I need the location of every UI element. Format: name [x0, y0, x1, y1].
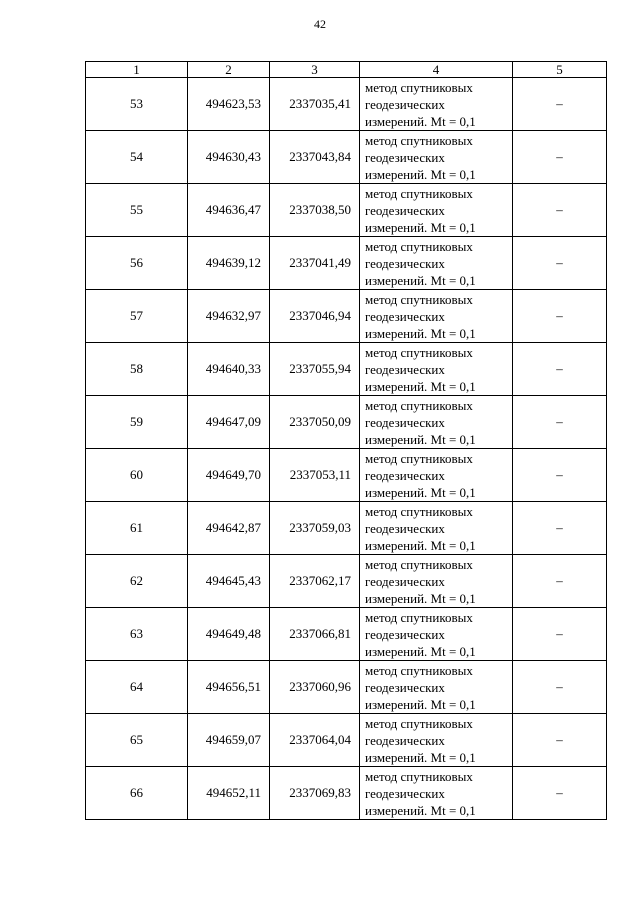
method-line: измерений. Mt = 0,1 [365, 166, 476, 182]
y-coordinate-cell: 2337069,83 [270, 767, 360, 820]
method-line: измерений. Mt = 0,1 [365, 378, 476, 394]
note-cell: – [513, 502, 607, 555]
x-coordinate-cell: 494649,48 [188, 608, 270, 661]
point-number-cell: 63 [86, 608, 188, 661]
table-row [86, 78, 607, 131]
x-coordinate-cell: 494636,47 [188, 184, 270, 237]
method-line: геодезических [365, 520, 445, 536]
y-coordinate-cell: 2337041,49 [270, 237, 360, 290]
method-line: геодезических [365, 308, 445, 324]
method-line: геодезических [365, 96, 445, 112]
table-row [86, 714, 607, 767]
method-line: измерений. Mt = 0,1 [365, 325, 476, 341]
column-header-2: 2 [188, 62, 270, 78]
point-number-cell: 59 [86, 396, 188, 449]
y-coordinate-cell: 2337059,03 [270, 502, 360, 555]
column-header-1: 1 [86, 62, 188, 78]
method-line: метод спутниковых [365, 79, 473, 95]
x-coordinate-cell: 494630,43 [188, 131, 270, 184]
x-coordinate-cell: 494652,11 [188, 767, 270, 820]
table-row [86, 449, 607, 502]
note-cell: – [513, 714, 607, 767]
x-coordinate-cell: 494639,12 [188, 237, 270, 290]
table-row [86, 608, 607, 661]
note-cell: – [513, 343, 607, 396]
method-line: геодезических [365, 626, 445, 642]
method-cell [360, 290, 513, 343]
x-coordinate-cell: 494632,97 [188, 290, 270, 343]
y-coordinate-cell: 2337060,96 [270, 661, 360, 714]
point-number-cell: 64 [86, 661, 188, 714]
note-cell: – [513, 661, 607, 714]
method-line: измерений. Mt = 0,1 [365, 219, 476, 235]
method-cell [360, 78, 513, 131]
method-line: геодезических [365, 467, 445, 483]
y-coordinate-cell: 2337035,41 [270, 78, 360, 131]
column-header-4: 4 [360, 62, 513, 78]
point-number-cell: 60 [86, 449, 188, 502]
method-line: метод спутниковых [365, 715, 473, 731]
method-cell [360, 237, 513, 290]
method-line: геодезических [365, 414, 445, 430]
method-line: геодезических [365, 785, 445, 801]
point-number-cell: 56 [86, 237, 188, 290]
method-line: метод спутниковых [365, 503, 473, 519]
method-line: метод спутниковых [365, 291, 473, 307]
table-row [86, 343, 607, 396]
note-cell: – [513, 396, 607, 449]
method-line: геодезических [365, 573, 445, 589]
x-coordinate-cell: 494642,87 [188, 502, 270, 555]
page-number: 42 [314, 17, 326, 31]
point-number-cell: 55 [86, 184, 188, 237]
table-row [86, 555, 607, 608]
method-line: метод спутниковых [365, 397, 473, 413]
y-coordinate-cell: 2337053,11 [270, 449, 360, 502]
method-line: геодезических [365, 149, 445, 165]
y-coordinate-cell: 2337055,94 [270, 343, 360, 396]
method-line: измерений. Mt = 0,1 [365, 484, 476, 500]
method-line: метод спутниковых [365, 450, 473, 466]
method-line: геодезических [365, 202, 445, 218]
y-coordinate-cell: 2337062,17 [270, 555, 360, 608]
table-row [86, 767, 607, 820]
note-cell: – [513, 767, 607, 820]
method-cell [360, 396, 513, 449]
y-coordinate-cell: 2337066,81 [270, 608, 360, 661]
x-coordinate-cell: 494659,07 [188, 714, 270, 767]
method-line: геодезических [365, 732, 445, 748]
x-coordinate-cell: 494645,43 [188, 555, 270, 608]
method-cell [360, 661, 513, 714]
note-cell: – [513, 555, 607, 608]
method-line: метод спутниковых [365, 132, 473, 148]
y-coordinate-cell: 2337038,50 [270, 184, 360, 237]
x-coordinate-cell: 494656,51 [188, 661, 270, 714]
method-line: метод спутниковых [365, 768, 473, 784]
method-line: измерений. Mt = 0,1 [365, 431, 476, 447]
y-coordinate-cell: 2337043,84 [270, 131, 360, 184]
method-line: измерений. Mt = 0,1 [365, 272, 476, 288]
method-line: метод спутниковых [365, 238, 473, 254]
note-cell: – [513, 290, 607, 343]
table-row [86, 290, 607, 343]
table-row [86, 661, 607, 714]
y-coordinate-cell: 2337050,09 [270, 396, 360, 449]
method-line: измерений. Mt = 0,1 [365, 696, 476, 712]
table-row [86, 396, 607, 449]
method-line: геодезических [365, 679, 445, 695]
coordinates-table [85, 61, 607, 820]
point-number-cell: 54 [86, 131, 188, 184]
method-cell [360, 449, 513, 502]
method-cell [360, 714, 513, 767]
method-cell [360, 184, 513, 237]
method-line: метод спутниковых [365, 609, 473, 625]
method-line: метод спутниковых [365, 185, 473, 201]
point-number-cell: 53 [86, 78, 188, 131]
method-cell [360, 502, 513, 555]
method-cell [360, 608, 513, 661]
y-coordinate-cell: 2337046,94 [270, 290, 360, 343]
method-line: геодезических [365, 255, 445, 271]
column-header-5: 5 [513, 62, 607, 78]
method-line: измерений. Mt = 0,1 [365, 643, 476, 659]
note-cell: – [513, 608, 607, 661]
table-body [86, 62, 607, 820]
note-cell: – [513, 78, 607, 131]
method-line: измерений. Mt = 0,1 [365, 802, 476, 818]
table-header-row [86, 62, 607, 78]
method-line: геодезических [365, 361, 445, 377]
point-number-cell: 58 [86, 343, 188, 396]
point-number-cell: 61 [86, 502, 188, 555]
y-coordinate-cell: 2337064,04 [270, 714, 360, 767]
note-cell: – [513, 449, 607, 502]
method-cell [360, 767, 513, 820]
note-cell: – [513, 237, 607, 290]
method-line: измерений. Mt = 0,1 [365, 749, 476, 765]
note-cell: – [513, 184, 607, 237]
method-line: измерений. Mt = 0,1 [365, 537, 476, 553]
method-cell [360, 343, 513, 396]
method-line: метод спутниковых [365, 556, 473, 572]
x-coordinate-cell: 494640,33 [188, 343, 270, 396]
column-header-3: 3 [270, 62, 360, 78]
method-line: измерений. Mt = 0,1 [365, 113, 476, 129]
point-number-cell: 62 [86, 555, 188, 608]
point-number-cell: 66 [86, 767, 188, 820]
table-row [86, 184, 607, 237]
note-cell: – [513, 131, 607, 184]
table-row [86, 131, 607, 184]
point-number-cell: 65 [86, 714, 188, 767]
x-coordinate-cell: 494623,53 [188, 78, 270, 131]
table-row [86, 237, 607, 290]
method-cell [360, 131, 513, 184]
method-line: метод спутниковых [365, 662, 473, 678]
method-line: метод спутниковых [365, 344, 473, 360]
x-coordinate-cell: 494649,70 [188, 449, 270, 502]
point-number-cell: 57 [86, 290, 188, 343]
table-row [86, 502, 607, 555]
method-cell [360, 555, 513, 608]
method-line: измерений. Mt = 0,1 [365, 590, 476, 606]
x-coordinate-cell: 494647,09 [188, 396, 270, 449]
